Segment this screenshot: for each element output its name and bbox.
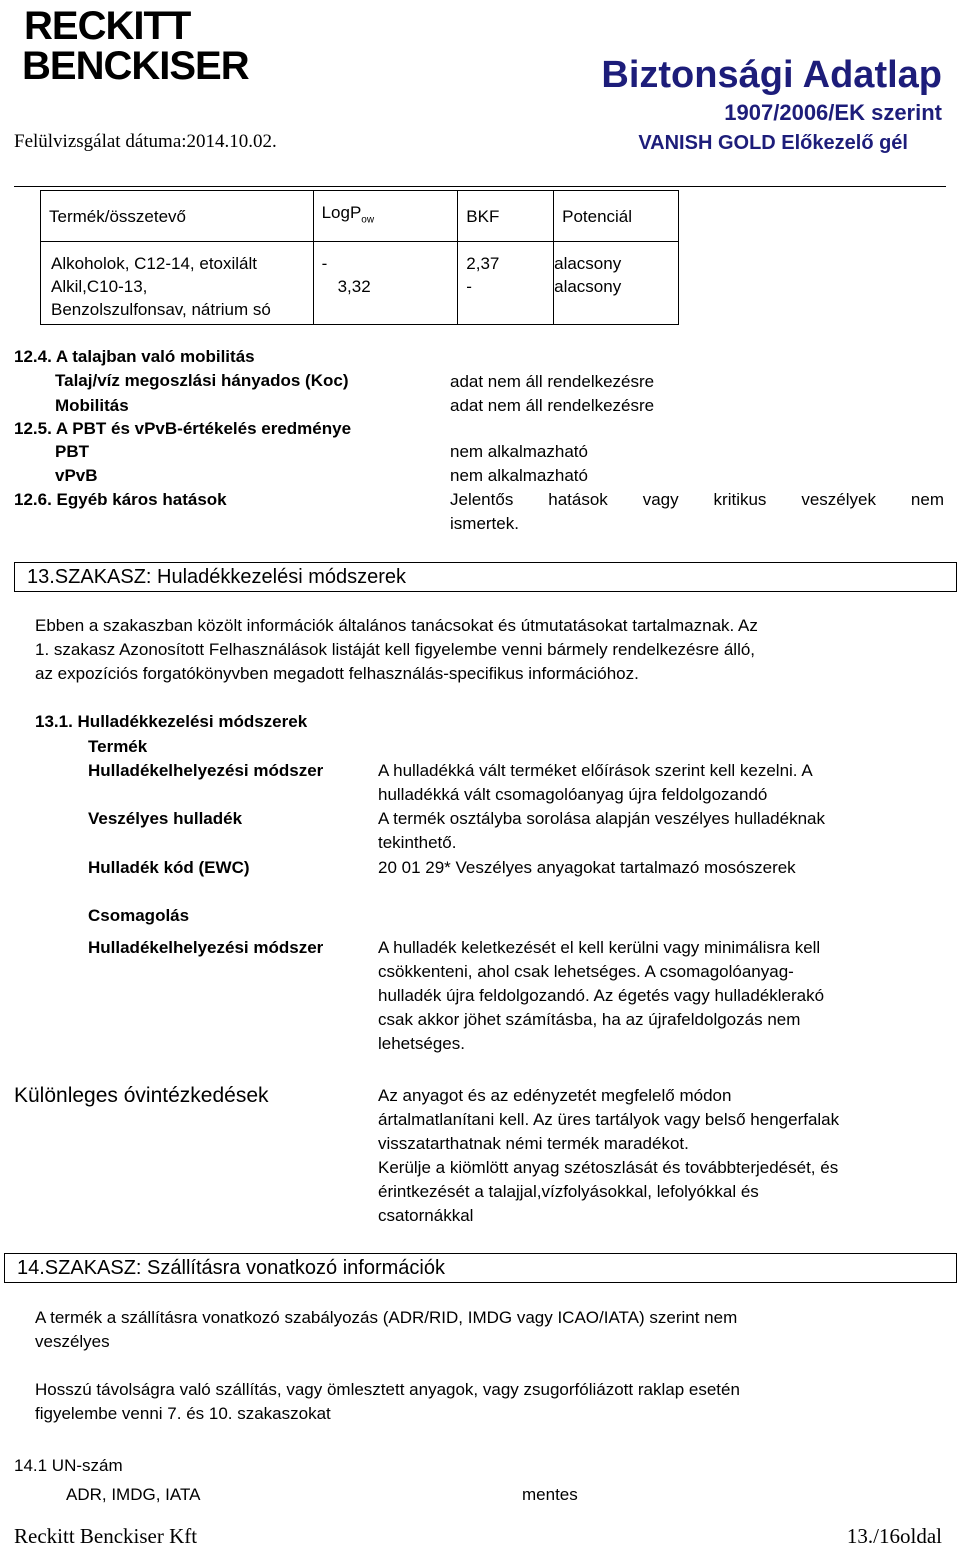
- special-precautions-line4: Kerülje a kiömlött anyag szétoszlását és továbbterjedését, és: [378, 1158, 839, 1177]
- transport-note-line1: A termék a szállításra vonatkozó szabályozás (ADR/RID, IMDG vagy ICAO/IATA) szerint nem: [35, 1308, 738, 1327]
- ewc-code-value: 20 01 29* Veszélyes anyagokat tartalmazó mosószerek: [378, 858, 796, 877]
- long-distance-note-line1: Hosszú távolságra való szállítás, vagy ömlesztett anyagok, vagy zsugorfóliázott raklap esetén: [35, 1380, 740, 1399]
- special-precautions-line6: csatornákkal: [378, 1206, 474, 1225]
- document-title: Biztonsági Adatlap: [601, 54, 942, 96]
- footer-page-number: 13./16oldal: [846, 1524, 942, 1548]
- special-precautions-line1: Az anyagot és az edényzetét megfelelő módon: [378, 1086, 732, 1105]
- mobility-label: Mobilitás: [55, 396, 129, 415]
- header-substance: Termék/összetevő: [41, 191, 314, 242]
- waste-methods-subtitle: 13.1. Hulladékkezelési módszerek: [35, 712, 308, 731]
- header-bkf: BKF: [458, 191, 554, 242]
- bioaccumulation-table: [40, 190, 679, 325]
- other-effects-line1: Jelentős hatások vagy kritikus veszélyek nem: [450, 490, 944, 509]
- packaging-disposal-label: Hulladékelhelyezési módszer: [88, 938, 324, 957]
- other-effects-title: 12.6. Egyéb káros hatások: [14, 490, 227, 509]
- header-divider: [14, 186, 946, 187]
- transport-note-line2: veszélyes: [35, 1332, 110, 1351]
- pbt-value: nem alkalmazható: [450, 442, 588, 461]
- special-precautions-line3: visszatarthatnak némi termék maradékot.: [378, 1134, 689, 1153]
- un-number-title: 14.1 UN-szám: [14, 1456, 123, 1475]
- packaging-disposal-line2: csökkenteni, ahol csak lehetséges. A csomagolóanyag-: [378, 962, 794, 981]
- section13-intro-line1: Ebben a szakaszban közölt információk általános tanácsokat és útmutatásokat tartalmaznak. Az: [35, 616, 758, 635]
- hazardous-waste-line2: tekinthető.: [378, 833, 457, 852]
- section13-title: 13.SZAKASZ: Huladékkezelési módszerek: [27, 566, 407, 588]
- mobility-title: 12.4. A talajban való mobilitás: [14, 347, 255, 366]
- cell-bkf: 2,37 -: [458, 242, 554, 325]
- section14-header: [4, 1253, 957, 1283]
- hazardous-waste-line1: A termék osztályba sorolása alapján veszélyes hulladéknak: [378, 809, 825, 828]
- other-effects-line2: ismertek.: [450, 514, 519, 533]
- packaging-label: Csomagolás: [88, 906, 190, 925]
- cell-substance: Alkoholok, C12-14, etoxilált Alkil,C10-13, Benzolszulfonsav, nátrium só: [41, 242, 314, 325]
- vpvb-value: nem alkalmazható: [450, 466, 588, 485]
- section14-title: 14.SZAKASZ: Szállításra vonatkozó információk: [17, 1257, 445, 1279]
- mobility-value: adat nem áll rendelkezésre: [450, 396, 655, 415]
- header-potential: Potenciál: [554, 191, 679, 242]
- header-logpow: LogP$_{ow}$: [313, 191, 458, 242]
- pbt-title: 12.5. A PBT és vPvB-értékelés eredménye: [14, 419, 352, 438]
- disposal-method-line2: hulladékká vált csomagolóanyag újra feldolgozandó: [378, 785, 768, 804]
- section13-intro-line2: 1. szakasz Azonosított Felhasználások listáját kell figyelembe venni bármely rendelkezésre álló,: [35, 640, 756, 659]
- packaging-disposal-line3: hulladék újra feldolgozandó. Az égetés vagy hulladéklerakó: [378, 986, 825, 1005]
- un-number-label: ADR, IMDG, IATA: [66, 1485, 201, 1504]
- cell-logpow: - 3,32: [313, 242, 458, 325]
- special-precautions-line2: ártalmatlanítani kell. Az üres tartályok vagy belső hengerfalak: [378, 1110, 840, 1129]
- table-header-row: [41, 191, 679, 242]
- ewc-code-label: Hulladék kód (EWC): [88, 858, 250, 877]
- un-number-value: mentes: [522, 1485, 578, 1504]
- disposal-method-label: Hulladékelhelyezési módszer: [88, 761, 324, 780]
- vpvb-label: vPvB: [55, 466, 98, 485]
- regulation-reference: 1907/2006/EK szerint: [724, 100, 942, 125]
- section13-intro-line3: az expozíciós forgatókönyvben megadott felhasználás-specifikus információhoz.: [35, 664, 639, 683]
- footer-company: Reckitt Benckiser Kft: [14, 1524, 198, 1548]
- koc-value: adat nem áll rendelkezésre: [450, 372, 655, 391]
- special-precautions-label: Különleges óvintézkedések: [14, 1084, 269, 1107]
- packaging-disposal-line5: lehetséges.: [378, 1034, 465, 1053]
- koc-label: Talaj/víz megoszlási hányados (Koc): [55, 371, 349, 390]
- product-label: Termék: [88, 737, 148, 756]
- disposal-method-line1: A hulladékká vált terméket előírások szerint kell kezelni. A: [378, 761, 813, 780]
- hazardous-waste-label: Veszélyes hulladék: [88, 809, 243, 828]
- logo-reckitt: RECKITT: [24, 4, 191, 48]
- section13-header: [14, 562, 957, 592]
- table-row: [41, 242, 679, 325]
- special-precautions-line5: érintkezését a talajjal,vízfolyásokkal, lefolyókkal és: [378, 1182, 759, 1201]
- logo-benckiser: BENCKISER: [22, 44, 249, 88]
- review-date: Felülvizsgálat dátuma:2014.10.02.: [14, 131, 277, 152]
- pbt-label: PBT: [55, 442, 89, 461]
- packaging-disposal-line1: A hulladék keletkezését el kell kerülni vagy minimálisra kell: [378, 938, 821, 957]
- cell-potential: alacsony alacsony: [554, 242, 679, 325]
- long-distance-note-line2: figyelembe venni 7. és 10. szakaszokat: [35, 1404, 331, 1423]
- product-name: VANISH GOLD Előkezelő gél: [638, 132, 908, 154]
- packaging-disposal-line4: csak akkor jöhet számításba, ha az újrafeldolgozás nem: [378, 1010, 801, 1029]
